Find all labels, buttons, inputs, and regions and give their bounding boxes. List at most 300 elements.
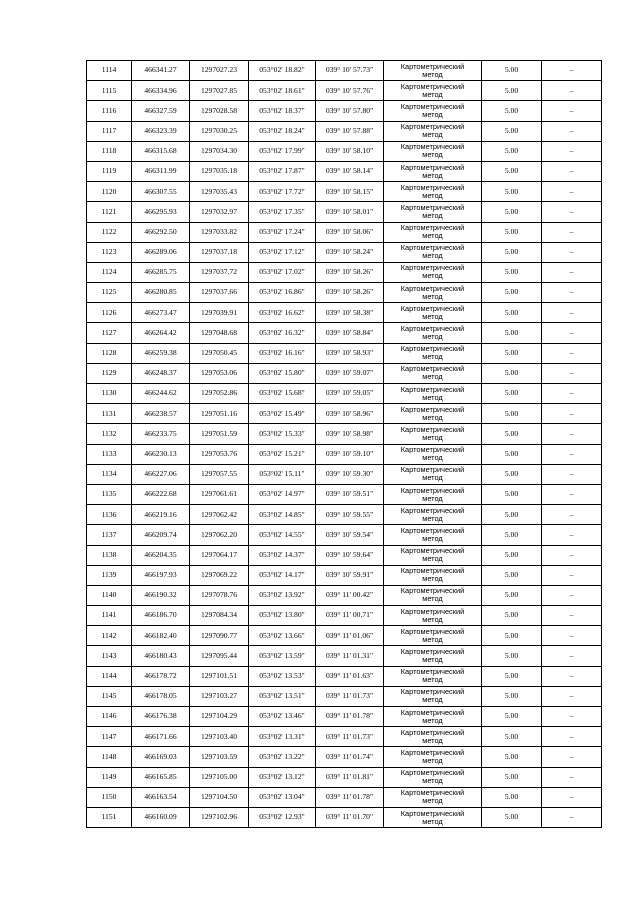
note-cell: – [542,565,602,585]
accuracy-cell: 5.00 [482,767,542,787]
accuracy-cell: 5.00 [482,81,542,101]
method-label-line1: Картометрический [400,202,465,212]
y-coordinate-cell: 1297078.76 [190,585,249,605]
method-label-line1: Картометрический [400,223,465,233]
method-label-line1: Картометрический [400,647,465,657]
y-coordinate-cell: 1297051.59 [190,424,249,444]
method-cell [384,484,482,504]
point-number-cell: 1121 [87,202,132,222]
accuracy-cell: 5.00 [482,101,542,121]
method-label-line1: Картометрический [400,586,465,596]
longitude-cell: 039° 10' 58.38" [316,303,384,323]
table-row [87,222,602,242]
latitude-cell: 053°02' 13.31" [249,727,316,747]
x-coordinate-cell: 466186.70 [132,606,190,626]
point-number-cell: 1123 [87,242,132,262]
point-number-cell: 1119 [87,161,132,181]
latitude-cell: 053°02' 14.55" [249,525,316,545]
method-label-line2: метод [422,755,443,765]
accuracy-cell: 5.00 [482,545,542,565]
method-label-line1: Картометрический [400,445,465,455]
method-label-line2: метод [422,776,443,786]
table-row [87,61,602,81]
x-coordinate-cell: 466204.35 [132,545,190,565]
point-number-cell: 1125 [87,283,132,303]
x-coordinate-cell: 466273.47 [132,303,190,323]
y-coordinate-cell: 1297034.30 [190,141,249,161]
method-label-line2: метод [422,554,443,564]
accuracy-cell: 5.00 [482,182,542,202]
method-label-line1: Картометрический [400,727,465,737]
note-cell: – [542,242,602,262]
point-number-cell: 1134 [87,464,132,484]
longitude-cell: 039° 10' 58.01" [316,202,384,222]
note-cell: – [542,424,602,444]
method-cell [384,363,482,383]
latitude-cell: 053°02' 18.82" [249,61,316,81]
table-row [87,686,602,706]
point-number-cell: 1150 [87,787,132,807]
note-cell: – [542,222,602,242]
note-cell: – [542,61,602,81]
note-cell: – [542,626,602,646]
table-row [87,666,602,686]
method-label-line1: Картометрический [400,626,465,636]
y-coordinate-cell: 1297101.51 [190,666,249,686]
note-cell: – [542,182,602,202]
y-coordinate-cell: 1297053.06 [190,363,249,383]
latitude-cell: 053°02' 16.16" [249,343,316,363]
method-label-line2: метод [422,130,443,140]
x-coordinate-cell: 466163.54 [132,787,190,807]
method-label-line2: метод [422,291,443,301]
y-coordinate-cell: 1297048.68 [190,323,249,343]
y-coordinate-cell: 1297090.77 [190,626,249,646]
longitude-cell: 039° 10' 58.06" [316,222,384,242]
accuracy-cell: 5.00 [482,464,542,484]
note-cell: – [542,585,602,605]
coordinates-table-page [86,60,601,828]
table-row [87,444,602,464]
table-row [87,626,602,646]
y-coordinate-cell: 1297032.97 [190,202,249,222]
longitude-cell: 039° 10' 59.07" [316,363,384,383]
accuracy-cell: 5.00 [482,141,542,161]
accuracy-cell: 5.00 [482,707,542,727]
method-cell [384,565,482,585]
y-coordinate-cell: 1297051.16 [190,404,249,424]
longitude-cell: 039° 10' 58.98" [316,424,384,444]
y-coordinate-cell: 1297037.72 [190,262,249,282]
method-label-line2: метод [422,392,443,402]
note-cell: – [542,646,602,666]
latitude-cell: 053°02' 15.80" [249,363,316,383]
longitude-cell: 039° 10' 58.26" [316,283,384,303]
method-label-line2: метод [422,150,443,160]
accuracy-cell: 5.00 [482,525,542,545]
table-row [87,323,602,343]
accuracy-cell: 5.00 [482,747,542,767]
x-coordinate-cell: 466219.16 [132,505,190,525]
method-label-line1: Картометрический [400,303,465,313]
note-cell: – [542,807,602,827]
latitude-cell: 053°02' 13.12" [249,767,316,787]
x-coordinate-cell: 466180.43 [132,646,190,666]
longitude-cell: 039° 11' 01.73" [316,727,384,747]
method-label-line1: Картометрический [400,525,465,535]
method-cell [384,505,482,525]
accuracy-cell: 5.00 [482,787,542,807]
method-label-line1: Картометрический [400,788,465,798]
longitude-cell: 039° 11' 01.78" [316,707,384,727]
x-coordinate-cell: 466307.55 [132,182,190,202]
y-coordinate-cell: 1297057.55 [190,464,249,484]
method-label-line1: Картометрический [400,344,465,354]
method-cell [384,343,482,363]
x-coordinate-cell: 466341.27 [132,61,190,81]
table-row [87,767,602,787]
method-label-line1: Картометрический [400,566,465,576]
table-row [87,585,602,605]
y-coordinate-cell: 1297062.42 [190,505,249,525]
accuracy-cell: 5.00 [482,384,542,404]
table-row [87,363,602,383]
x-coordinate-cell: 466171.66 [132,727,190,747]
method-cell [384,101,482,121]
method-cell [384,262,482,282]
longitude-cell: 039° 10' 58.10" [316,141,384,161]
method-cell [384,81,482,101]
longitude-cell: 039° 10' 59.64" [316,545,384,565]
method-cell [384,404,482,424]
method-cell [384,686,482,706]
method-label-line2: метод [422,634,443,644]
table-body [87,61,602,828]
point-number-cell: 1130 [87,384,132,404]
y-coordinate-cell: 1297030.25 [190,121,249,141]
method-label-line2: метод [422,453,443,463]
method-cell [384,424,482,444]
point-number-cell: 1137 [87,525,132,545]
method-cell [384,464,482,484]
point-number-cell: 1139 [87,565,132,585]
method-label-line2: метод [422,493,443,503]
method-label-line1: Картометрический [400,424,465,434]
longitude-cell: 039° 10' 58.26" [316,262,384,282]
table-row [87,283,602,303]
method-label-line2: метод [422,675,443,685]
x-coordinate-cell: 466233.75 [132,424,190,444]
method-label-line2: метод [422,695,443,705]
latitude-cell: 053°02' 17.87" [249,161,316,181]
x-coordinate-cell: 466285.75 [132,262,190,282]
y-coordinate-cell: 1297027.23 [190,61,249,81]
method-label-line2: метод [422,655,443,665]
point-number-cell: 1146 [87,707,132,727]
note-cell: – [542,81,602,101]
latitude-cell: 053°02' 18.24" [249,121,316,141]
longitude-cell: 039° 11' 01.06" [316,626,384,646]
point-number-cell: 1128 [87,343,132,363]
method-label-line2: метод [422,594,443,604]
x-coordinate-cell: 466227.06 [132,464,190,484]
x-coordinate-cell: 466311.99 [132,161,190,181]
method-cell [384,626,482,646]
longitude-cell: 039° 11' 01.63" [316,666,384,686]
longitude-cell: 039° 10' 58.93" [316,343,384,363]
y-coordinate-cell: 1297104.50 [190,787,249,807]
latitude-cell: 053°02' 12.93" [249,807,316,827]
method-label-line2: метод [422,432,443,442]
method-cell [384,61,482,81]
point-number-cell: 1133 [87,444,132,464]
point-number-cell: 1135 [87,484,132,504]
method-cell [384,141,482,161]
accuracy-cell: 5.00 [482,505,542,525]
accuracy-cell: 5.00 [482,363,542,383]
point-number-cell: 1145 [87,686,132,706]
latitude-cell: 053°02' 13.22" [249,747,316,767]
note-cell: – [542,525,602,545]
method-cell [384,222,482,242]
method-label-line2: метод [422,816,443,826]
y-coordinate-cell: 1297033.82 [190,222,249,242]
latitude-cell: 053°02' 13.46" [249,707,316,727]
y-coordinate-cell: 1297064.17 [190,545,249,565]
table-row [87,81,602,101]
x-coordinate-cell: 466244.62 [132,384,190,404]
x-coordinate-cell: 466238.57 [132,404,190,424]
longitude-cell: 039° 10' 59.51" [316,484,384,504]
method-label-line1: Картометрический [400,485,465,495]
longitude-cell: 039° 11' 01.81" [316,767,384,787]
latitude-cell: 053°02' 13.66" [249,626,316,646]
latitude-cell: 053°02' 13.59" [249,646,316,666]
accuracy-cell: 5.00 [482,262,542,282]
method-cell [384,182,482,202]
x-coordinate-cell: 466176.38 [132,707,190,727]
longitude-cell: 039° 10' 58.14" [316,161,384,181]
method-label-line1: Картометрический [400,768,465,778]
method-label-line1: Картометрический [400,101,465,111]
y-coordinate-cell: 1297037.66 [190,283,249,303]
method-label-line2: метод [422,251,443,261]
longitude-cell: 039° 10' 58.96" [316,404,384,424]
x-coordinate-cell: 466292.50 [132,222,190,242]
table-row [87,141,602,161]
latitude-cell: 053°02' 17.35" [249,202,316,222]
method-cell [384,747,482,767]
note-cell: – [542,747,602,767]
x-coordinate-cell: 466264.42 [132,323,190,343]
longitude-cell: 039° 10' 57.88" [316,121,384,141]
longitude-cell: 039° 10' 57.73" [316,61,384,81]
y-coordinate-cell: 1297039.91 [190,303,249,323]
method-cell [384,727,482,747]
accuracy-cell: 5.00 [482,565,542,585]
latitude-cell: 053°02' 13.51" [249,686,316,706]
note-cell: – [542,363,602,383]
method-cell [384,242,482,262]
y-coordinate-cell: 1297104.29 [190,707,249,727]
accuracy-cell: 5.00 [482,242,542,262]
method-cell [384,707,482,727]
longitude-cell: 039° 10' 59.05" [316,384,384,404]
longitude-cell: 039° 11' 00.71" [316,606,384,626]
point-number-cell: 1120 [87,182,132,202]
point-number-cell: 1140 [87,585,132,605]
longitude-cell: 039° 11' 01.31" [316,646,384,666]
latitude-cell: 053°02' 13.80" [249,606,316,626]
table-row [87,182,602,202]
x-coordinate-cell: 466280.85 [132,283,190,303]
y-coordinate-cell: 1297035.43 [190,182,249,202]
longitude-cell: 039° 11' 01.73" [316,686,384,706]
latitude-cell: 053°02' 14.97" [249,484,316,504]
note-cell: – [542,141,602,161]
table-row [87,484,602,504]
point-number-cell: 1142 [87,626,132,646]
method-label-line2: метод [422,533,443,543]
table-row [87,404,602,424]
note-cell: – [542,303,602,323]
y-coordinate-cell: 1297027.85 [190,81,249,101]
latitude-cell: 053°02' 14.85" [249,505,316,525]
x-coordinate-cell: 466160.09 [132,807,190,827]
accuracy-cell: 5.00 [482,666,542,686]
note-cell: – [542,606,602,626]
method-label-line1: Картометрический [400,808,465,818]
point-number-cell: 1148 [87,747,132,767]
latitude-cell: 053°02' 17.12" [249,242,316,262]
note-cell: – [542,505,602,525]
method-label-line2: метод [422,190,443,200]
method-label-line2: метод [422,796,443,806]
longitude-cell: 039° 10' 59.54" [316,525,384,545]
y-coordinate-cell: 1297028.58 [190,101,249,121]
method-cell [384,545,482,565]
longitude-cell: 039° 10' 57.80" [316,101,384,121]
method-cell [384,525,482,545]
method-cell [384,767,482,787]
x-coordinate-cell: 466182.40 [132,626,190,646]
point-number-cell: 1151 [87,807,132,827]
method-cell [384,807,482,827]
y-coordinate-cell: 1297103.59 [190,747,249,767]
method-label-line2: метод [422,332,443,342]
coordinates-table [86,60,602,828]
accuracy-cell: 5.00 [482,606,542,626]
x-coordinate-cell: 466334.96 [132,81,190,101]
method-label-line1: Картометрический [400,243,465,253]
longitude-cell: 039° 11' 01.70" [316,807,384,827]
method-label-line1: Картометрический [400,182,465,192]
method-label-line2: метод [422,170,443,180]
latitude-cell: 053°02' 16.86" [249,283,316,303]
latitude-cell: 053°02' 16.62" [249,303,316,323]
y-coordinate-cell: 1297095.44 [190,646,249,666]
accuracy-cell: 5.00 [482,343,542,363]
x-coordinate-cell: 466222.68 [132,484,190,504]
accuracy-cell: 5.00 [482,727,542,747]
y-coordinate-cell: 1297069.22 [190,565,249,585]
y-coordinate-cell: 1297103.27 [190,686,249,706]
table-row [87,262,602,282]
latitude-cell: 053°02' 14.37" [249,545,316,565]
method-label-line2: метод [422,210,443,220]
method-cell [384,606,482,626]
method-cell [384,303,482,323]
note-cell: – [542,464,602,484]
longitude-cell: 039° 10' 59.91" [316,565,384,585]
note-cell: – [542,384,602,404]
note-cell: – [542,666,602,686]
method-label-line2: метод [422,574,443,584]
method-label-line2: метод [422,311,443,321]
point-number-cell: 1141 [87,606,132,626]
longitude-cell: 039° 10' 58.24" [316,242,384,262]
accuracy-cell: 5.00 [482,404,542,424]
y-coordinate-cell: 1297035.18 [190,161,249,181]
point-number-cell: 1144 [87,666,132,686]
table-row [87,424,602,444]
method-cell [384,444,482,464]
point-number-cell: 1132 [87,424,132,444]
method-label-line1: Картометрический [400,687,465,697]
note-cell: – [542,161,602,181]
point-number-cell: 1116 [87,101,132,121]
y-coordinate-cell: 1297084.34 [190,606,249,626]
note-cell: – [542,323,602,343]
longitude-cell: 039° 10' 59.10" [316,444,384,464]
accuracy-cell: 5.00 [482,807,542,827]
method-label-line2: метод [422,735,443,745]
point-number-cell: 1117 [87,121,132,141]
x-coordinate-cell: 466248.37 [132,363,190,383]
point-number-cell: 1124 [87,262,132,282]
table-row [87,525,602,545]
latitude-cell: 053°02' 18.37" [249,101,316,121]
y-coordinate-cell: 1297050.45 [190,343,249,363]
method-label-line1: Картометрический [400,81,465,91]
method-cell [384,323,482,343]
table-row [87,565,602,585]
method-label-line1: Картометрический [400,404,465,414]
x-coordinate-cell: 466315.68 [132,141,190,161]
longitude-cell: 039° 10' 59.30" [316,464,384,484]
table-row [87,464,602,484]
point-number-cell: 1129 [87,363,132,383]
table-row [87,242,602,262]
point-number-cell: 1149 [87,767,132,787]
longitude-cell: 039° 10' 57.76" [316,81,384,101]
y-coordinate-cell: 1297102.96 [190,807,249,827]
method-label-line2: метод [422,352,443,362]
method-label-line1: Картометрический [400,162,465,172]
point-number-cell: 1127 [87,323,132,343]
method-label-line2: метод [422,715,443,725]
table-row [87,727,602,747]
accuracy-cell: 5.00 [482,484,542,504]
table-row [87,505,602,525]
latitude-cell: 053°02' 15.68" [249,384,316,404]
point-number-cell: 1136 [87,505,132,525]
table-row [87,303,602,323]
note-cell: – [542,787,602,807]
x-coordinate-cell: 466230.13 [132,444,190,464]
point-number-cell: 1126 [87,303,132,323]
method-cell [384,121,482,141]
